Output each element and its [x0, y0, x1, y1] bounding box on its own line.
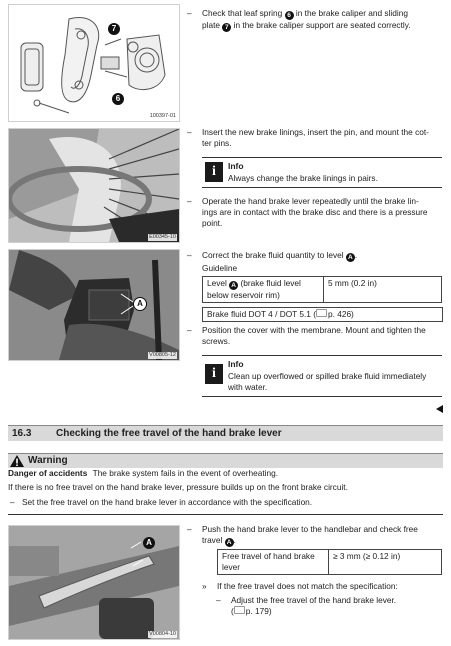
info-text: Always change the brake linings in pairs.: [228, 173, 378, 183]
step-text: Correct the brake fluid quantity to level: [202, 250, 344, 260]
callout-6-inline: 6: [285, 11, 294, 20]
figure-label: V00804-10: [149, 630, 176, 637]
figure-label: E00345-10: [149, 233, 176, 240]
end-marker: [436, 405, 443, 413]
callout-a: A: [133, 297, 147, 311]
table-cell-text: (brake fluid level: [240, 278, 301, 288]
figure-label: V00805-12: [149, 351, 176, 358]
table-cell-value: ≥ 3 mm (≥ 0.12 in): [329, 550, 442, 575]
reservoir-photo: [9, 250, 179, 360]
brake-disc-photo: [9, 129, 179, 242]
warning-bottom-rule: [8, 514, 443, 515]
info-text-line: Clean up overflowed or spilled brake fluid immediately: [228, 371, 427, 381]
step-text: Check that leaf spring: [202, 8, 283, 18]
info-icon: i: [205, 162, 223, 182]
warning-line: If there is no free travel on the hand brake lever, pressure builds up on the front brake circuit.: [8, 482, 348, 493]
step-text: in the brake caliper support are seated correctly.: [233, 20, 411, 30]
page-ref-icon: [234, 606, 245, 614]
page-ref-icon: [316, 309, 327, 317]
step-check-leaf-spring: [185, 8, 443, 32]
step-text: Operate the hand brake lever repeatedly until the brake lin-: [202, 196, 419, 206]
callout-a: A: [143, 537, 155, 549]
warning-title: Warning: [28, 455, 68, 466]
callout-a-inline: A: [225, 538, 234, 547]
danger-text: The brake system fails in the event of overheating.: [92, 468, 279, 478]
step-text: travel: [202, 535, 223, 546]
info-title: Info: [228, 359, 244, 369]
table-cell-text: Level: [207, 278, 227, 288]
step-text: point.: [202, 218, 223, 229]
step-insert-linings: [185, 127, 443, 149]
step-text: Position the cover with the membrane. Mount and tighten the: [202, 325, 426, 335]
section-header: [8, 425, 443, 441]
info-text-line: with water.: [228, 382, 268, 393]
figure-label: 100397-01: [149, 112, 176, 119]
warning-header: [8, 453, 443, 468]
info-box-spilled-fluid: [202, 355, 442, 397]
info-icon: i: [205, 364, 223, 384]
section-number: 16.3: [12, 428, 32, 439]
warning-instruction: Set the free travel on the hand brake lever in accordance with the specification.: [22, 497, 313, 508]
table-cell-text: lever: [222, 562, 240, 573]
level-spec-table: [202, 276, 442, 303]
warning-body: [8, 468, 443, 509]
figure-reservoir: [8, 249, 180, 361]
step-text: .: [233, 535, 236, 546]
step-position-cover: [185, 325, 443, 347]
figure-brake-caliper-parts: [8, 4, 180, 122]
sub-step-ref[interactable]: p. 179): [245, 606, 272, 617]
info-title: Info: [228, 161, 244, 171]
step-operate-lever: [185, 196, 443, 230]
step-text: ings are in contact with the brake disc and there is a pressure: [202, 207, 428, 218]
sub-step-text: Adjust the free travel of the hand brake lever.: [231, 595, 397, 606]
step-text: in the brake caliper and sliding: [295, 8, 408, 18]
callout-7-inline: 7: [222, 23, 231, 32]
condition-text: If the free travel does not match the specification:: [217, 581, 398, 591]
callout-a-inline: A: [346, 253, 355, 262]
guideline-label: Guideline: [202, 263, 238, 273]
table-cell-text: below reservoir rim): [207, 290, 280, 300]
figure-brake-disc: [8, 128, 180, 243]
info-box-linings: [202, 157, 442, 188]
warning-triangle-icon: [10, 455, 24, 467]
callout-a-inline: A: [229, 281, 238, 290]
step-text: Push the hand brake lever to the handlebar and check free: [202, 524, 418, 534]
step-text: ter pins.: [202, 138, 232, 149]
danger-label: Danger of accidents: [8, 468, 88, 478]
callout-6: 6: [112, 93, 124, 105]
callout-7: 7: [108, 23, 120, 35]
brake-fluid-text: Brake fluid DOT 4 / DOT 5.1 (: [207, 309, 316, 319]
condition-bullet-icon: »: [202, 581, 207, 591]
condition: » If the free travel does not match the specification: – Adjust the free travel of the hand brake lever. ( p. 179): [200, 581, 443, 618]
free-travel-spec-table: [217, 549, 442, 575]
step-push-lever: [185, 524, 443, 547]
table-cell-text: Free travel of hand brake: [222, 551, 315, 561]
step-correct-fluid: [185, 250, 443, 274]
step-text: screws.: [202, 336, 231, 347]
figure-hand-brake-lever: [8, 525, 180, 640]
brake-fluid-box: [202, 307, 443, 322]
brake-caliper-parts-drawing: [9, 5, 179, 121]
info-text: [228, 371, 438, 393]
step-text: plate: [202, 20, 220, 30]
table-cell-value: 5 mm (0.2 in): [324, 277, 442, 303]
brake-fluid-ref[interactable]: p. 426): [327, 309, 354, 319]
section-title: Checking the free travel of the hand brake lever: [56, 428, 282, 439]
step-text: .: [354, 250, 358, 260]
step-text: Insert the new brake linings, insert the pin, and mount the cot-: [202, 127, 429, 137]
